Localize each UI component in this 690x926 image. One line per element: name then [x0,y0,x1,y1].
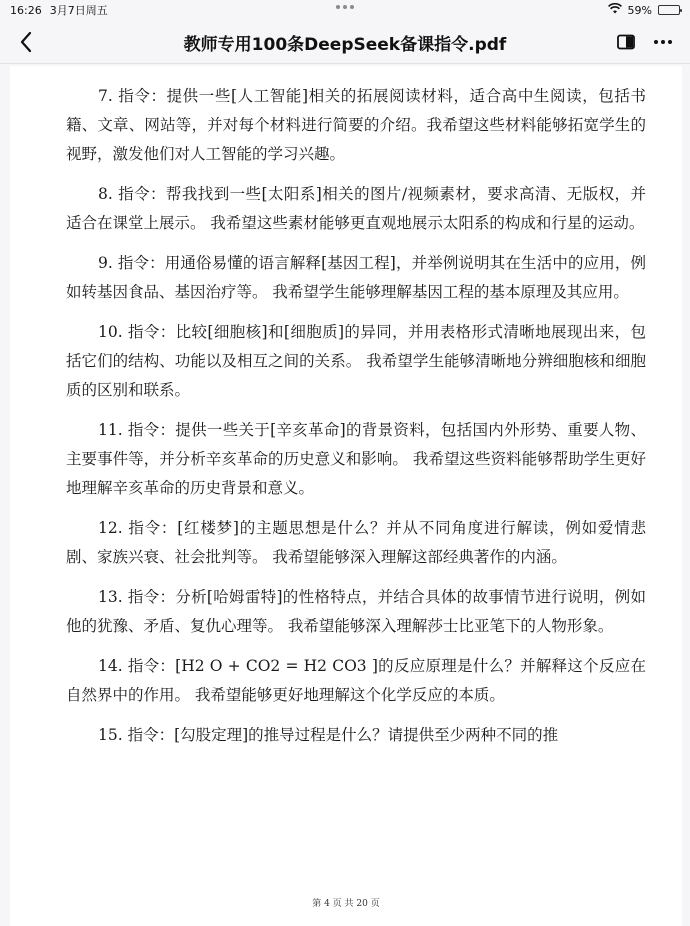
back-button[interactable] [12,28,40,56]
instruction-14: 14. 指令：[H2 O + CO2 = H2 CO3 ]的反应原理是什么？并解释这个反应在自然界中的作用。 我希望能够更好地理解这个化学反应的本质。 [66,657,646,704]
battery-percent: 59% [627,3,652,17]
pdf-page[interactable] [10,66,682,926]
wifi-icon [608,3,622,17]
nav-bar [0,20,690,64]
status-right [608,3,680,17]
more-icon [653,39,673,45]
instruction-10: 10. 指令：比较[细胞核]和[细胞质]的异同，并用表格形式清晰地展现出来，包括它们的结构、功能以及相互之间的关系。 我希望学生能够清晰地分辨细胞核和细胞质的区别和联系。 [66,323,646,399]
instruction-8: 8. 指令：帮我找到一些[太阳系]相关的图片/视频素材，要求高清、无版权，并适合在课堂上展示。 我希望这些素材能够更直观地展示太阳系的构成和行星的运动。 [66,185,646,232]
instruction-15: 15. 指令：[勾股定理]的推导过程是什么？请提供至少两种不同的推 [98,726,559,744]
status-time: 16:26 [10,3,42,17]
status-date: 3月7日周五 [49,4,108,17]
instruction-11: 11. 指令：提供一些关于[辛亥革命]的背景资料，包括国内外形势、重要人物、主要事件等，并分析辛亥革命的历史意义和影响。 我希望这些资料能够帮助学生更好地理解辛亥革命的历史背景和意义。 [66,421,646,497]
document-title: 教师专用100条DeepSeek备课指令.pdf [183,34,507,55]
view-mode-button[interactable] [614,30,638,54]
chevron-left-icon [19,31,33,53]
multitasking-dots-icon[interactable] [336,5,354,11]
sidebar-toggle-icon [617,34,635,50]
status-left [10,2,108,18]
instruction-12: 12. 指令：[红楼梦]的主题思想是什么？并从不同角度进行解读，例如爱情悲剧、家族兴衰、社会批判等。 我希望能够深入理解这部经典著作的内涵。 [66,519,646,566]
document-body [66,82,646,761]
instruction-13: 13. 指令：分析[哈姆雷特]的性格特点，并结合具体的故事情节进行说明，例如他的犹豫、矛盾、复仇心理等。 我希望能够深入理解莎士比亚笔下的人物形象。 [66,588,646,635]
battery-icon [658,5,680,15]
instruction-9: 9. 指令：用通俗易懂的语言解释[基因工程]，并举例说明其在生活中的应用，例如转基因食品、基因治疗等。 我希望学生能够理解基因工程的基本原理及其应用。 [66,254,646,301]
more-button[interactable] [648,30,678,54]
page-number-footer: 第 4 页 共 20 页 [312,899,380,909]
instruction-7: 7. 指令：提供一些[人工智能]相关的拓展阅读材料，适合高中生阅读，包括书籍、文章、网站等，并对每个材料进行简要的介绍。我希望这些材料能够拓宽学生的视野，激发他们对人工智能的学习兴趣。 [66,87,646,163]
status-bar [0,0,690,20]
